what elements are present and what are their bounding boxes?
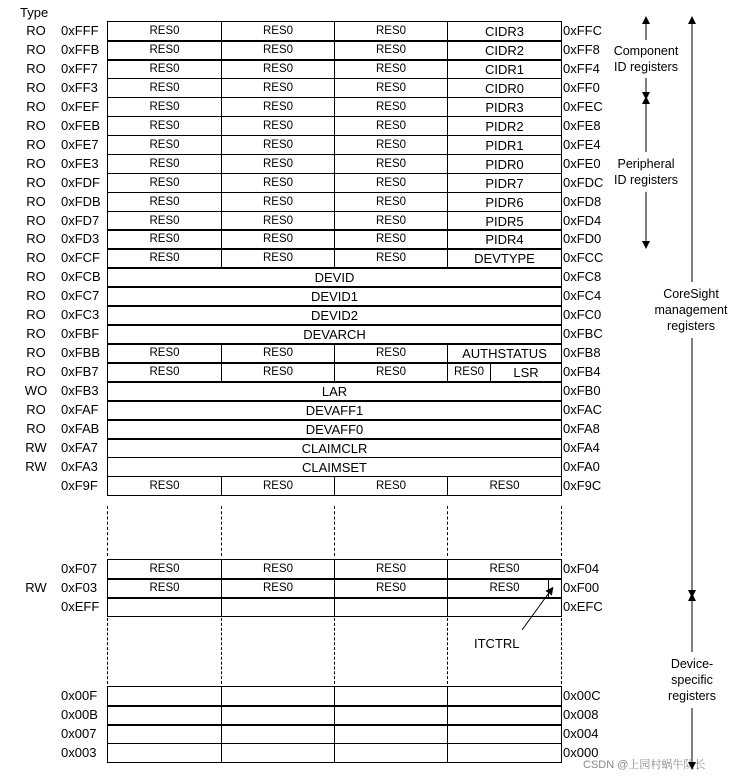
access-type: RO xyxy=(26,307,46,323)
register-cell: RES0 xyxy=(107,211,222,232)
access-type: RO xyxy=(26,212,46,228)
offset-right: 0xFEC xyxy=(563,98,603,114)
access-type: RO xyxy=(26,345,46,361)
register-cell: CIDR3 xyxy=(447,21,562,42)
register-cell: RES0 xyxy=(334,343,448,364)
register-cell: CIDR1 xyxy=(447,59,562,80)
offset-left: 0xFD7 xyxy=(61,212,100,228)
register-cell: RES0 xyxy=(107,116,222,137)
register-cell: RES0 xyxy=(334,211,448,232)
register-cell: RES0 xyxy=(447,559,562,580)
offset-right: 0xFF4 xyxy=(563,60,600,76)
access-type: RO xyxy=(26,288,46,304)
access-type: RW xyxy=(25,458,47,474)
device-specific-label: Device- specific registers xyxy=(668,657,716,703)
offset-left: 0xFE7 xyxy=(61,136,99,152)
coresight-management-label: CoreSight management registers xyxy=(654,287,728,333)
offset-left: 0xFAB xyxy=(61,420,100,436)
offset-right: 0xFAC xyxy=(563,402,603,417)
offset-left: 0xF9F xyxy=(61,477,98,493)
peripheral-id-label: Peripheral ID registers xyxy=(614,157,678,187)
register-cell: RES0 xyxy=(334,559,448,580)
offset-right: 0xFB4 xyxy=(563,364,601,380)
register-cell: RES0 xyxy=(107,135,222,156)
access-type: RO xyxy=(26,41,46,57)
register-cell: RES0 xyxy=(334,97,448,118)
register-cell: RES0 xyxy=(221,476,335,497)
register-cell: PIDR7 xyxy=(447,173,562,194)
offset-left: 0xF03 xyxy=(61,579,98,595)
register-cell: LAR xyxy=(107,381,562,402)
access-type: RO xyxy=(26,250,46,266)
offset-right: 0xFE8 xyxy=(563,117,601,133)
offset-right: 0xFF8 xyxy=(563,41,600,57)
offset-left: 0xFF7 xyxy=(61,60,98,76)
register-cell: LSR xyxy=(490,362,562,383)
register-cell: RES0 xyxy=(107,21,222,42)
offset-right: 0x000 xyxy=(563,744,599,760)
register-cell: RES0 xyxy=(221,343,335,364)
register-cell: RES0 xyxy=(334,229,448,250)
register-cell: RES0 xyxy=(334,476,448,497)
offset-left: 0xFF3 xyxy=(61,79,98,95)
offset-right: 0xFC0 xyxy=(563,307,602,323)
access-type: RO xyxy=(26,79,46,95)
register-cell: DEVTYPE xyxy=(447,248,562,269)
register-cell: RES0 xyxy=(447,476,562,497)
offset-right: 0xFC8 xyxy=(563,269,602,285)
offset-right: 0xFB0 xyxy=(563,383,601,399)
offset-left: 0x00B xyxy=(61,706,98,722)
offset-left: 0x007 xyxy=(61,725,97,741)
offset-left: 0xFBF xyxy=(61,326,100,342)
offset-left: 0xF07 xyxy=(61,561,98,576)
register-cell: RES0 xyxy=(334,135,448,156)
access-type: RO xyxy=(26,60,46,76)
offset-left: 0xFFB xyxy=(61,41,100,57)
register-cell: RES0 xyxy=(221,173,335,194)
register-cell: RES0 xyxy=(221,59,335,80)
register-cell: DEVAFF0 xyxy=(107,419,562,440)
offset-left: 0xFDB xyxy=(61,193,101,209)
register-cell: RES0 xyxy=(107,97,222,118)
offset-right: 0xFA4 xyxy=(563,439,600,455)
access-type: RO xyxy=(26,117,46,133)
register-cell: PIDR3 xyxy=(447,97,562,118)
register-cell: RES0 xyxy=(447,578,562,599)
register-cell: PIDR4 xyxy=(447,229,562,250)
offset-right: 0xFE0 xyxy=(563,155,601,171)
register-cell: RES0 xyxy=(334,173,448,194)
register-cell: RES0 xyxy=(221,97,335,118)
access-type: RO xyxy=(26,193,46,209)
offset-left: 0x003 xyxy=(61,744,97,760)
register-cell: RES0 xyxy=(334,154,448,175)
register-cell: RES0 xyxy=(334,192,448,213)
offset-right: 0xF9C xyxy=(563,477,602,493)
register-cell: RES0 xyxy=(221,135,335,156)
access-type: RO xyxy=(26,23,46,38)
offset-right: 0xFA8 xyxy=(563,420,600,436)
offset-right: 0xFC4 xyxy=(563,288,602,304)
access-type: RW xyxy=(25,579,47,595)
register-cell: DEVID1 xyxy=(107,286,562,307)
register-cell: RES0 xyxy=(221,21,335,42)
access-type: RO xyxy=(26,174,46,190)
access-type: RO xyxy=(26,326,46,342)
offset-left: 0xFB7 xyxy=(61,364,99,380)
offset-right: 0xFB8 xyxy=(563,345,601,361)
offset-left: 0xEFF xyxy=(61,598,100,614)
offset-left: 0xFDF xyxy=(61,174,100,190)
register-cell: CLAIMCLR xyxy=(107,438,562,459)
access-type: RO xyxy=(26,364,46,380)
offset-left: 0xFA7 xyxy=(61,439,98,455)
access-type: RO xyxy=(26,402,46,417)
register-cell: RES0 xyxy=(107,78,222,99)
register-cell: RES0 xyxy=(221,192,335,213)
register-cell: RES0 xyxy=(221,578,335,599)
register-cell: RES0 xyxy=(107,559,222,580)
offset-right: 0xFE4 xyxy=(563,136,601,152)
offset-right: 0xFCC xyxy=(563,250,604,266)
offset-left: 0xFCB xyxy=(61,269,101,285)
register-cell: RES0 xyxy=(107,578,222,599)
itctrl-arrow xyxy=(522,590,551,630)
offset-right: 0xFFC xyxy=(563,23,602,38)
register-cell: RES0 xyxy=(334,116,448,137)
register-cell: RES0 xyxy=(107,40,222,61)
register-cell: CLAIMSET xyxy=(107,457,562,478)
register-cell: RES0 xyxy=(107,476,222,497)
offset-left: 0xFD3 xyxy=(61,231,100,247)
offset-right: 0x008 xyxy=(563,706,599,722)
register-cell: RES0 xyxy=(107,362,222,383)
offset-right: 0x004 xyxy=(563,725,599,741)
register-cell: RES0 xyxy=(221,78,335,99)
offset-right: 0xFA0 xyxy=(563,458,600,474)
offset-right: 0xEFC xyxy=(563,598,603,614)
offset-right: 0x00C xyxy=(563,688,601,703)
offset-right: 0xF04 xyxy=(563,561,600,576)
access-type: RO xyxy=(26,231,46,247)
access-type: WO xyxy=(24,383,48,399)
register-cell: RES0 xyxy=(107,173,222,194)
offset-left: 0x00F xyxy=(61,688,98,703)
register-cell: RES0 xyxy=(334,362,448,383)
register-cell: RES0 xyxy=(334,21,448,42)
offset-right: 0xFD4 xyxy=(563,212,602,228)
register-cell: PIDR0 xyxy=(447,154,562,175)
offset-left: 0xFC7 xyxy=(61,288,100,304)
register-cell: DEVID2 xyxy=(107,305,562,326)
register-cell: RES0 xyxy=(334,248,448,269)
register-cell: RES0 xyxy=(334,59,448,80)
register-cell: RES0 xyxy=(107,248,222,269)
register-cell: PIDR5 xyxy=(447,211,562,232)
offset-right: 0xFD8 xyxy=(563,193,602,209)
register-cell: RES0 xyxy=(107,229,222,250)
offset-left: 0xFB3 xyxy=(61,383,99,399)
offset-left: 0xFEF xyxy=(61,98,100,114)
access-type: RO xyxy=(26,420,46,436)
register-cell: RES0 xyxy=(221,362,335,383)
offset-left: 0xFC3 xyxy=(61,307,100,323)
offset-left: 0xFA3 xyxy=(61,458,98,474)
offset-left: 0xFCF xyxy=(61,250,100,266)
type-column-header: Type xyxy=(20,5,49,20)
watermark: CSDN @上园村蜗牛队长 xyxy=(583,759,706,771)
itctrl-label: ITCTRL xyxy=(474,636,520,651)
register-cell: DEVID xyxy=(107,267,562,288)
register-cell: RES0 xyxy=(334,78,448,99)
offset-left: 0xFAF xyxy=(61,402,99,417)
offset-right: 0xFF0 xyxy=(563,79,600,95)
register-cell: PIDR2 xyxy=(447,116,562,137)
register-cell: RES0 xyxy=(221,211,335,232)
register-cell: CIDR0 xyxy=(447,78,562,99)
register-cell: RES0 xyxy=(447,362,491,383)
offset-left: 0xFBB xyxy=(61,345,101,361)
access-type: RW xyxy=(25,439,47,455)
register-cell: RES0 xyxy=(107,343,222,364)
register-cell: RES0 xyxy=(107,154,222,175)
offset-right: 0xF00 xyxy=(563,579,600,595)
access-type: RO xyxy=(26,269,46,285)
register-cell: RES0 xyxy=(221,154,335,175)
offset-left: 0xFFF xyxy=(61,23,99,38)
register-cell: RES0 xyxy=(221,559,335,580)
offset-left: 0xFEB xyxy=(61,117,101,133)
register-cell: DEVAFF1 xyxy=(107,400,562,421)
offset-left: 0xFE3 xyxy=(61,155,99,171)
register-cell: DEVARCH xyxy=(107,324,562,345)
register-cell: RES0 xyxy=(221,40,335,61)
offset-right: 0xFBC xyxy=(563,326,603,342)
access-type: RO xyxy=(26,155,46,171)
offset-right: 0xFD0 xyxy=(563,231,602,247)
register-cell: RES0 xyxy=(221,229,335,250)
register-cell: PIDR6 xyxy=(447,192,562,213)
access-type: RO xyxy=(26,98,46,114)
register-cell: CIDR2 xyxy=(447,40,562,61)
register-cell: PIDR1 xyxy=(447,135,562,156)
access-type: RO xyxy=(26,136,46,152)
register-cell: RES0 xyxy=(107,192,222,213)
register-cell: AUTHSTATUS xyxy=(447,343,562,364)
offset-right: 0xFDC xyxy=(563,174,604,190)
component-id-label: Component ID registers xyxy=(613,44,679,74)
register-cell: RES0 xyxy=(334,578,448,599)
register-cell: RES0 xyxy=(107,59,222,80)
register-cell: RES0 xyxy=(221,248,335,269)
register-cell: RES0 xyxy=(334,40,448,61)
register-cell: RES0 xyxy=(221,116,335,137)
